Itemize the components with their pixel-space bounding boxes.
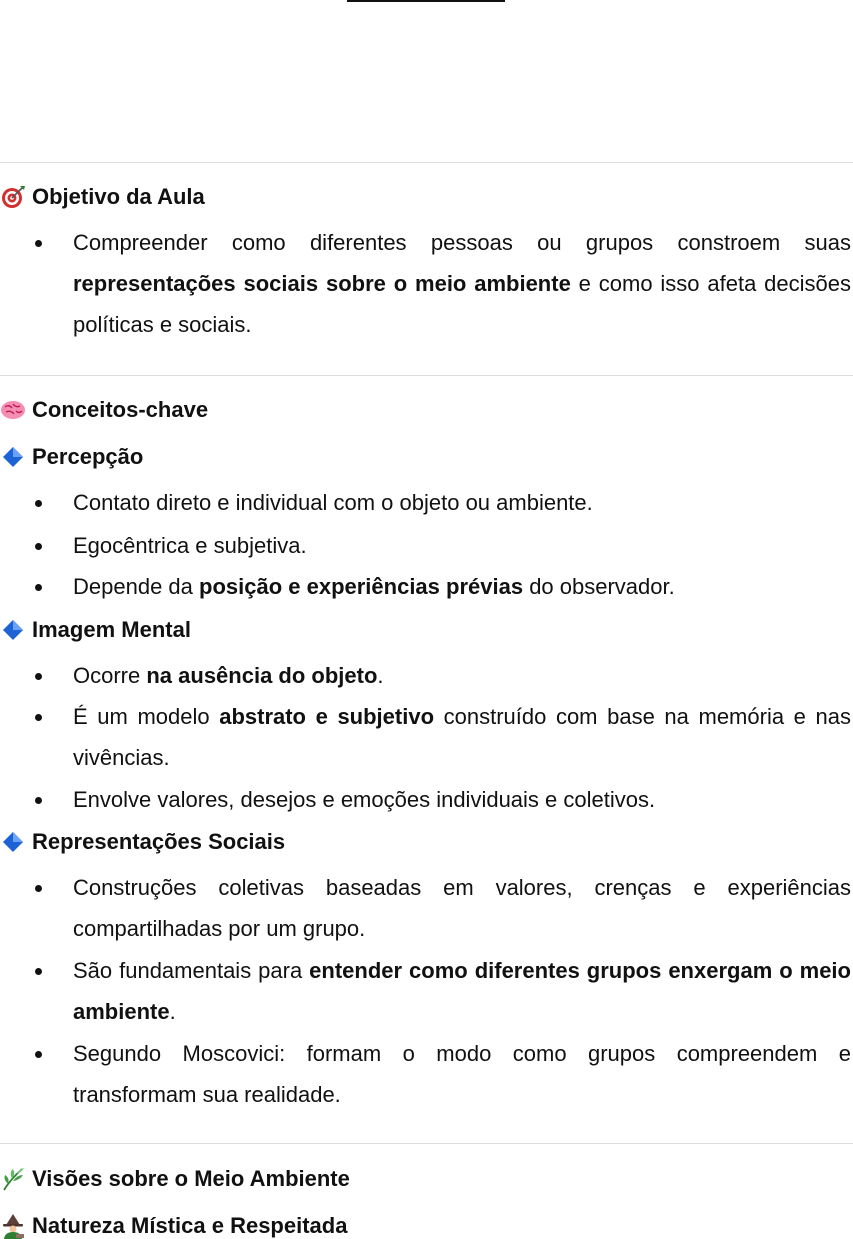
brain-icon [0, 397, 26, 423]
blue-diamond-icon [0, 829, 26, 855]
blue-diamond-icon [0, 444, 26, 470]
section-heading-conceitos: Conceitos-chave [0, 397, 208, 423]
list-item: Segundo Moscovici: formam o modo como grupos compreendem e transformam sua realidade. [73, 1033, 851, 1115]
subheading-imagem-mental: Imagem Mental [0, 617, 191, 643]
divider [0, 375, 853, 376]
section-heading-objetivo: Objetivo da Aula [0, 184, 205, 210]
list-item: Compreender como diferentes pessoas ou grupos constroem suas representações sociais sobre o meio ambiente e como isso afeta decisões políticas e sociais. [73, 222, 851, 345]
list-item: Ocorre na ausência do objeto. [73, 655, 851, 696]
person-icon [0, 1213, 26, 1239]
list-item: É um modelo abstrato e subjetivo construído com base na memória e nas vivências. [73, 696, 851, 778]
divider [0, 1143, 853, 1144]
top-underline [347, 0, 505, 2]
list-item: Construções coletivas baseadas em valores, crenças e experiências compartilhadas por um grupo. [73, 867, 851, 949]
list-item: Egocêntrica e subjetiva. [73, 525, 851, 566]
herb-icon [0, 1166, 26, 1192]
list-item: Depende da posição e experiências prévias do observador. [73, 566, 851, 607]
target-icon [0, 184, 26, 210]
divider [0, 162, 853, 163]
blue-diamond-icon [0, 617, 26, 643]
list-item: Contato direto e individual com o objeto ou ambiente. [73, 482, 851, 523]
subheading-percepcao: Percepção [0, 444, 143, 470]
subheading-representacoes-sociais: Representações Sociais [0, 829, 285, 855]
list-item: São fundamentais para entender como diferentes grupos enxergam o meio ambiente. [73, 950, 851, 1032]
subheading-natureza-mistica: Natureza Mística e Respeitada [0, 1213, 347, 1239]
list-item: Envolve valores, desejos e emoções individuais e coletivos. [73, 779, 851, 820]
section-heading-visoes: Visões sobre o Meio Ambiente [0, 1166, 350, 1192]
